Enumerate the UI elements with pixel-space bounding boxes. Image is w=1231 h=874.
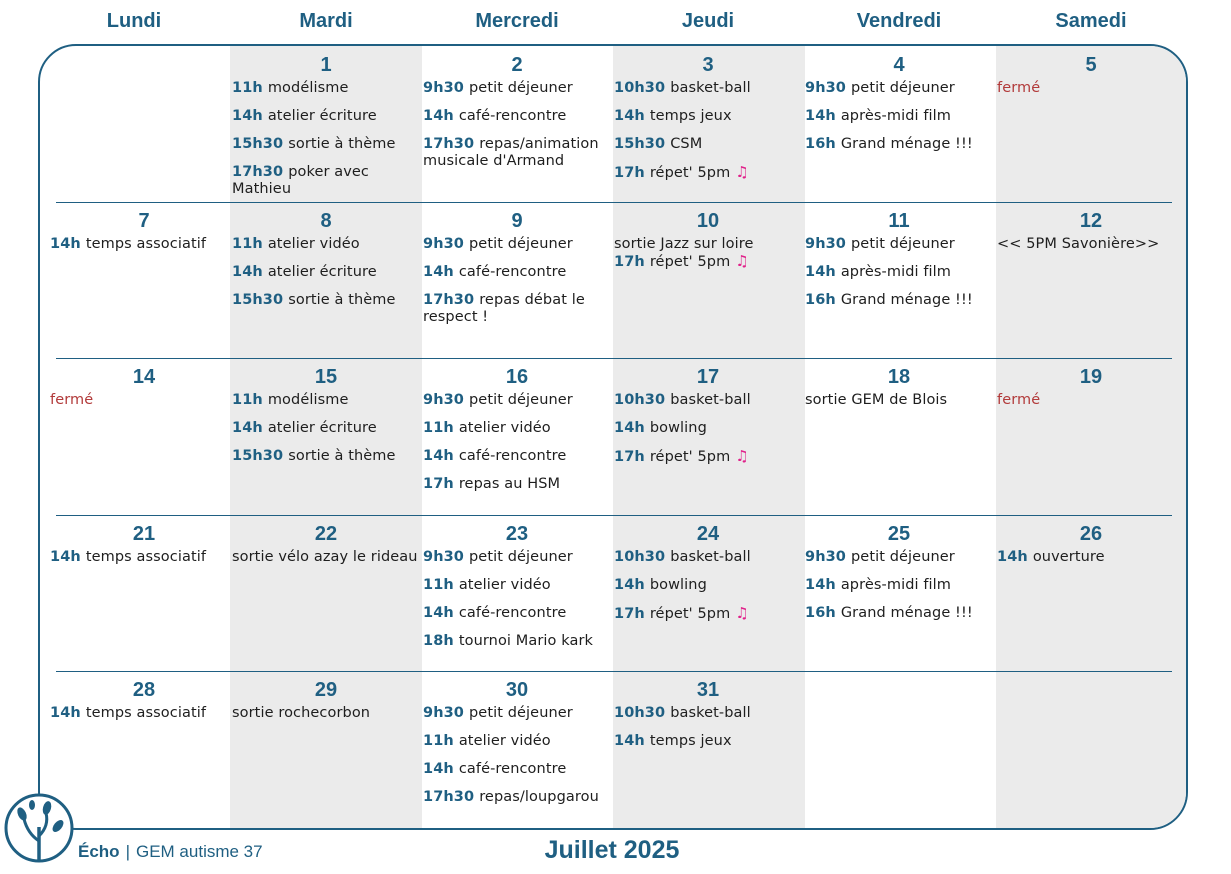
event-text: temps associatif [85, 549, 207, 565]
event-text: petit déjeuner [851, 80, 955, 96]
event-time: 14h [232, 264, 263, 280]
event-item [805, 549, 993, 577]
day-number: 14 [132, 366, 156, 388]
event-time: 9h30 [805, 80, 846, 96]
event-item [232, 108, 420, 136]
day-number: 25 [887, 523, 911, 545]
day-number: 9 [511, 210, 523, 232]
event-time: 14h [997, 549, 1028, 565]
event-item [423, 789, 611, 817]
event-text: temps jeux [649, 108, 732, 124]
music-note-icon: ♫ [735, 447, 749, 465]
event-time: 11h [423, 733, 454, 749]
day-cell [997, 208, 1185, 264]
event-text: sortie à thème [288, 448, 396, 464]
event-text: atelier vidéo [458, 577, 551, 593]
event-text: café-rencontre [458, 448, 567, 464]
event-time: 14h [614, 577, 645, 593]
day-cell [614, 521, 802, 633]
event-item [232, 549, 420, 577]
event-text: ouverture [1032, 549, 1105, 565]
event-text: temps associatif [85, 705, 207, 721]
weekday-header-mardi: Mardi [299, 10, 353, 32]
event-item [805, 577, 993, 605]
day-number: 4 [893, 54, 905, 76]
event-time: 9h30 [805, 236, 846, 252]
gem-echo-logo [2, 791, 76, 865]
event-item [423, 549, 611, 577]
event-time: 11h [232, 80, 263, 96]
event-item [614, 549, 802, 577]
event-text: répet' 5pm [649, 254, 731, 270]
event-text: basket-ball [670, 705, 751, 721]
event-time: 14h [423, 605, 454, 621]
event-time: 14h [50, 705, 81, 721]
event-text: café-rencontre [458, 605, 567, 621]
event-item [614, 236, 802, 253]
event-time: 11h [232, 236, 263, 252]
brand-subtitle: GEM autisme 37 [135, 842, 263, 861]
event-text: café-rencontre [458, 761, 567, 777]
event-time: 14h [232, 108, 263, 124]
event-text: sortie Jazz sur loire [614, 236, 754, 252]
day-number: 1 [320, 54, 332, 76]
event-time: 9h30 [805, 549, 846, 565]
event-time: 11h [423, 577, 454, 593]
event-text: répet' 5pm [649, 606, 731, 622]
event-time: 17h30 [423, 136, 475, 152]
event-text: temps associatif [85, 236, 207, 252]
event-item [805, 392, 993, 420]
music-note-icon: ♫ [735, 163, 749, 181]
day-number: 5 [1085, 54, 1097, 76]
event-text: petit déjeuner [851, 236, 955, 252]
day-cell [997, 52, 1185, 108]
event-time: 17h30 [423, 789, 475, 805]
day-number: 21 [132, 523, 156, 545]
week-divider [56, 671, 1172, 672]
weekday-header-mercredi: Mercredi [475, 10, 559, 32]
day-cell [232, 521, 420, 577]
day-number: 18 [887, 366, 911, 388]
day-number: 22 [314, 523, 338, 545]
event-text: modélisme [267, 80, 349, 96]
event-time: 15h30 [614, 136, 666, 152]
day-number: 3 [702, 54, 714, 76]
event-item [423, 264, 611, 292]
event-text: bowling [649, 420, 707, 436]
event-item [614, 705, 802, 733]
day-number: 15 [314, 366, 338, 388]
event-time: 9h30 [423, 549, 464, 565]
event-text: atelier vidéo [458, 420, 551, 436]
event-item [232, 264, 420, 292]
event-time: 9h30 [423, 705, 464, 721]
event-item [423, 605, 611, 633]
event-item [805, 264, 993, 292]
closed-label [50, 392, 238, 420]
event-item [232, 164, 420, 198]
event-time: 10h30 [614, 549, 666, 565]
event-item [423, 448, 611, 476]
event-item [997, 236, 1185, 264]
event-item [232, 236, 420, 264]
day-cell [232, 364, 420, 476]
day-cell [232, 52, 420, 198]
event-time: 14h [50, 236, 81, 252]
event-text: repas au HSM [458, 476, 561, 492]
music-note-icon: ♫ [735, 604, 749, 622]
event-text: repas débat le respect ! [423, 292, 585, 325]
week-divider [56, 358, 1172, 359]
event-item [614, 164, 802, 192]
day-cell [614, 364, 802, 476]
event-time: 17h [614, 254, 645, 270]
day-cell [423, 364, 611, 504]
day-number: 28 [132, 679, 156, 701]
event-item [232, 420, 420, 448]
event-text: Grand ménage !!! [840, 292, 973, 308]
event-item [232, 292, 420, 320]
event-time: 15h30 [232, 292, 284, 308]
event-time: 15h30 [232, 448, 284, 464]
event-item [423, 761, 611, 789]
event-text: repas/animation musicale d'Armand [423, 136, 599, 169]
event-time: 10h30 [614, 705, 666, 721]
event-time: 14h [805, 264, 836, 280]
event-time: 11h [232, 392, 263, 408]
weekday-header-row [0, 0, 1231, 44]
event-item [614, 108, 802, 136]
event-item [423, 292, 611, 326]
event-time: 14h [614, 420, 645, 436]
day-cell [50, 677, 238, 733]
event-text: atelier écriture [267, 264, 377, 280]
event-item [805, 605, 993, 633]
event-item [232, 705, 420, 733]
event-item [423, 136, 611, 170]
day-cell [232, 677, 420, 733]
event-text: petit déjeuner [469, 80, 573, 96]
day-cell [805, 521, 993, 633]
day-cell [423, 208, 611, 326]
event-item [423, 733, 611, 761]
event-time: 14h [805, 577, 836, 593]
event-time: 18h [423, 633, 454, 649]
event-text: après-midi film [840, 264, 952, 280]
event-time: 10h30 [614, 80, 666, 96]
event-text: fermé [997, 392, 1041, 408]
weekday-header-vendredi: Vendredi [856, 10, 942, 32]
event-text: petit déjeuner [851, 549, 955, 565]
event-text: petit déjeuner [469, 705, 573, 721]
event-time: 14h [614, 108, 645, 124]
event-item [997, 549, 1185, 577]
weekday-header-samedi: Samedi [1055, 10, 1127, 32]
event-time: 17h [614, 606, 645, 622]
event-time: 16h [805, 605, 836, 621]
event-text: petit déjeuner [469, 549, 573, 565]
event-item [232, 136, 420, 164]
event-text: basket-ball [670, 549, 751, 565]
event-text: fermé [997, 80, 1041, 96]
event-time: 14h [614, 733, 645, 749]
event-text: Grand ménage !!! [840, 605, 973, 621]
event-time: 17h [423, 476, 454, 492]
day-cell [805, 208, 993, 320]
event-text: << 5PM Savonière>> [997, 236, 1160, 252]
event-item [614, 605, 802, 633]
day-number: 17 [696, 366, 720, 388]
event-item [232, 80, 420, 108]
event-item [423, 236, 611, 264]
event-text: repas/loupgarou [479, 789, 599, 805]
brand-name: Écho [78, 842, 120, 861]
event-item [614, 136, 802, 164]
event-time: 9h30 [423, 80, 464, 96]
event-time: 14h [423, 761, 454, 777]
event-item [423, 476, 611, 504]
event-text: café-rencontre [458, 264, 567, 280]
event-item [614, 253, 802, 281]
day-cell [614, 677, 802, 761]
event-text: Grand ménage !!! [840, 136, 973, 152]
event-text: fermé [50, 392, 94, 408]
weekday-header-jeudi: Jeudi [681, 10, 735, 32]
event-time: 14h [423, 264, 454, 280]
week-divider [56, 515, 1172, 516]
event-time: 14h [805, 108, 836, 124]
event-item [614, 392, 802, 420]
event-item [423, 633, 611, 661]
day-cell [423, 521, 611, 661]
event-item [423, 392, 611, 420]
event-text: sortie à thème [288, 136, 396, 152]
event-text: atelier vidéo [267, 236, 360, 252]
event-item [805, 80, 993, 108]
event-text: sortie GEM de Blois [805, 392, 948, 408]
event-time: 14h [50, 549, 81, 565]
event-item [50, 705, 238, 733]
day-cell [805, 52, 993, 164]
event-text: basket-ball [670, 80, 751, 96]
day-number: 8 [320, 210, 332, 232]
day-number: 24 [696, 523, 720, 545]
event-text: répet' 5pm [649, 449, 731, 465]
event-time: 16h [805, 136, 836, 152]
day-number: 31 [696, 679, 720, 701]
event-time: 14h [423, 108, 454, 124]
event-item [423, 108, 611, 136]
event-text: basket-ball [670, 392, 751, 408]
event-time: 14h [423, 448, 454, 464]
event-text: après-midi film [840, 108, 952, 124]
event-text: tournoi Mario kark [458, 633, 594, 649]
event-text: modélisme [267, 392, 349, 408]
event-text: sortie à thème [288, 292, 396, 308]
day-cell [997, 521, 1185, 577]
event-text: après-midi film [840, 577, 952, 593]
event-time: 11h [423, 420, 454, 436]
day-number: 10 [696, 210, 720, 232]
event-time: 17h [614, 449, 645, 465]
event-item [805, 136, 993, 164]
day-cell [614, 52, 802, 192]
event-text: petit déjeuner [469, 236, 573, 252]
event-item [614, 448, 802, 476]
event-text: CSM [670, 136, 703, 152]
calendar-frame [38, 44, 1188, 830]
event-text: atelier écriture [267, 420, 377, 436]
event-item [50, 236, 238, 264]
event-time: 14h [232, 420, 263, 436]
day-number: 12 [1079, 210, 1103, 232]
event-time: 16h [805, 292, 836, 308]
event-time: 9h30 [423, 236, 464, 252]
day-cell [805, 364, 993, 420]
event-item [423, 80, 611, 108]
event-text: sortie rochecorbon [232, 705, 371, 721]
event-time: 17h30 [423, 292, 475, 308]
day-cell [50, 521, 238, 577]
event-text: atelier écriture [267, 108, 377, 124]
event-item [614, 420, 802, 448]
day-number: 23 [505, 523, 529, 545]
event-time: 17h30 [232, 164, 284, 180]
event-time: 17h [614, 165, 645, 181]
weekday-header-lundi: Lundi [106, 10, 162, 32]
event-text: poker avec Mathieu [232, 164, 369, 197]
event-text: petit déjeuner [469, 392, 573, 408]
event-item [423, 420, 611, 448]
day-number: 30 [505, 679, 529, 701]
month-title: Juillet 2025 [544, 836, 680, 864]
event-text: café-rencontre [458, 108, 567, 124]
day-cell [50, 364, 238, 420]
event-item [423, 705, 611, 733]
day-number: 26 [1079, 523, 1103, 545]
day-number: 11 [888, 210, 910, 232]
event-item [614, 733, 802, 761]
event-time: 15h30 [232, 136, 284, 152]
event-time: 10h30 [614, 392, 666, 408]
day-number: 19 [1079, 366, 1103, 388]
event-text: bowling [649, 577, 707, 593]
event-item [614, 80, 802, 108]
day-number: 2 [511, 54, 523, 76]
event-text: atelier vidéo [458, 733, 551, 749]
day-cell [50, 208, 238, 264]
event-text: répet' 5pm [649, 165, 731, 181]
event-item [805, 108, 993, 136]
event-item [50, 549, 238, 577]
event-item [614, 577, 802, 605]
footer-brand: Écho | GEM autisme 37 [78, 842, 263, 861]
day-number: 29 [314, 679, 338, 701]
week-divider [56, 202, 1172, 203]
event-time: 9h30 [423, 392, 464, 408]
day-number: 7 [138, 210, 150, 232]
event-text: temps jeux [649, 733, 732, 749]
event-item [805, 292, 993, 320]
event-item [232, 448, 420, 476]
day-cell [232, 208, 420, 320]
music-note-icon: ♫ [735, 252, 749, 270]
day-number: 16 [505, 366, 529, 388]
day-cell [997, 364, 1185, 420]
column-shade-samedi [996, 46, 1188, 828]
event-text: sortie vélo azay le rideau [232, 549, 418, 565]
day-cell [614, 208, 802, 281]
closed-label [997, 80, 1185, 108]
day-cell [423, 677, 611, 817]
event-item [232, 392, 420, 420]
event-item [805, 236, 993, 264]
day-cell [423, 52, 611, 170]
event-item [423, 577, 611, 605]
closed-label [997, 392, 1185, 420]
